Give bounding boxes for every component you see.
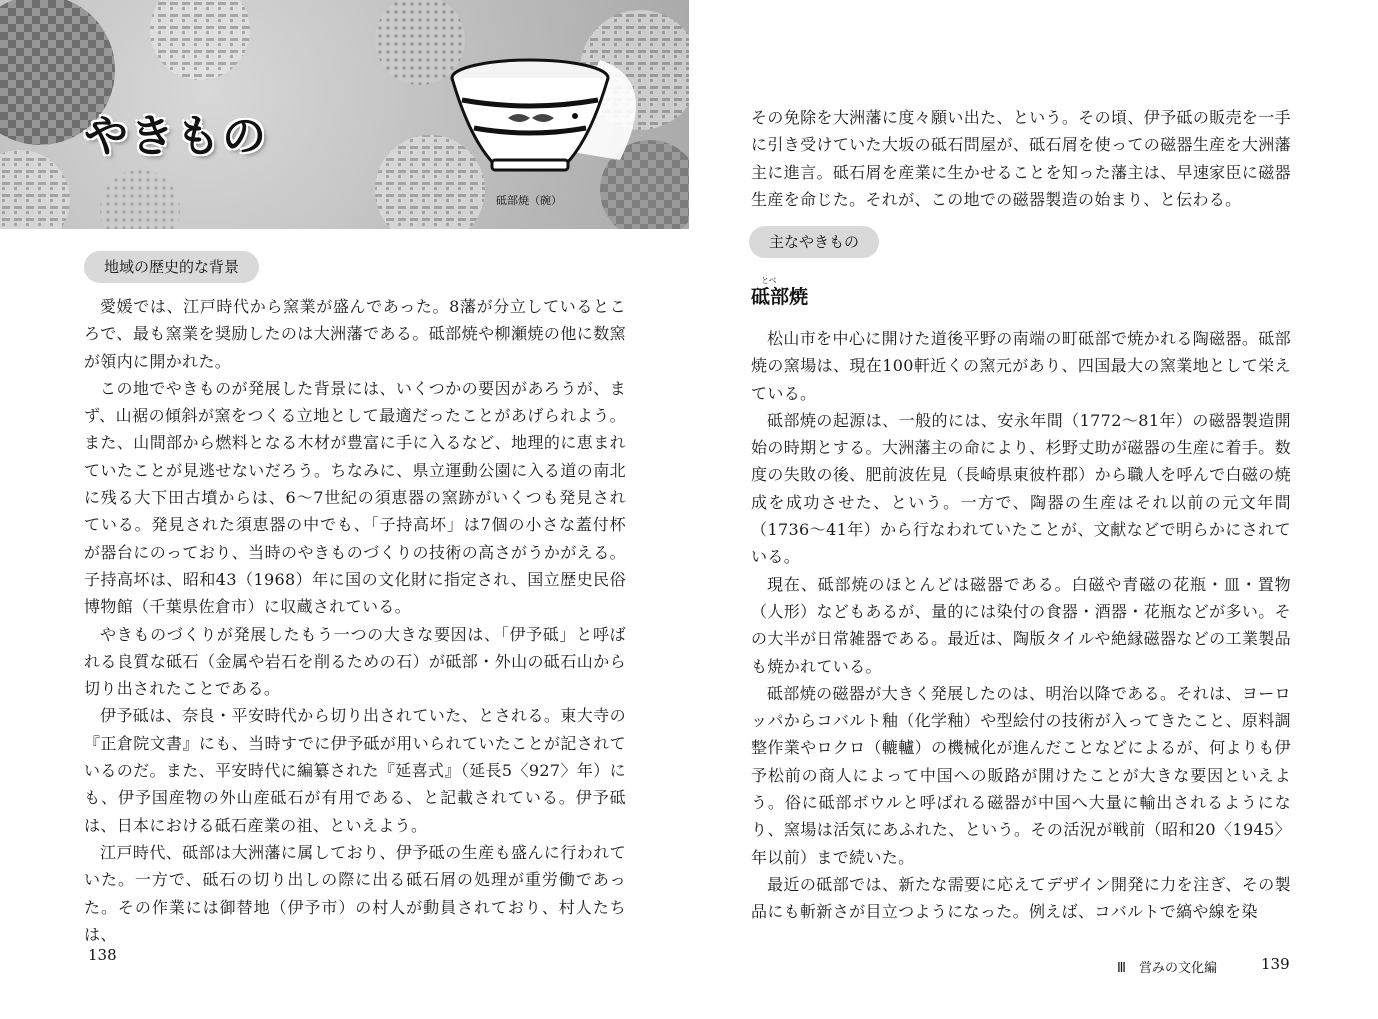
pottery-heading-ruby: とべ [761, 276, 777, 285]
pottery-heading: 砥部焼 [751, 286, 809, 308]
paragraph: 松山市を中心に開けた道後平野の南端の町砥部で焼かれる陶磁器。砥部焼の窯場は、現在100軒近くの窯元があり、四国最大の窯業地として栄えている。 [751, 329, 1291, 403]
left-body-text [84, 293, 626, 948]
chapter-banner [0, 0, 689, 229]
paragraph: 最近の砥部では、新たな需要に応えてデザイン開発に力を注ぎ、その製品にも斬新さが目立つようになった。例えば、コバルトで縞や線を染 [751, 874, 1291, 922]
running-footer: Ⅲ 営みの文化編 [1117, 961, 1217, 976]
image-caption: 砥部焼（碗） [496, 194, 562, 207]
chapter-title: やきもの [84, 111, 268, 162]
paragraph: 伊予砥は、奈良・平安時代から切り出されていた、とされる。東大寺の『正倉院文書』にも、当時すでに伊予砥が用いられていたことが記されているのだ。また、平安時代に編纂された『延喜式』（延長5〈927〉年）にも、伊予国産物の外山産砥石が有用である、と記載されている。伊予砥は、日本における砥石産業の祖、といえよう。 [84, 706, 626, 835]
paragraph: 砥部焼の起源は、一般的には、安永年間（1772～81年）の磁器製造開始の時期とする。大洲藩主の命により、杉野丈助が磁器の生産に着手。数度の失敗の後、肥前波佐見（長崎県東彼杵郡）から職人を呼んで白磁の焼成を成功させた、という。一方で、陶器の生産はそれ以前の元文年間（1736～41年）から行なわれていたことが、文献などで明らかにされている。 [751, 410, 1291, 567]
right-body-text [751, 325, 1291, 926]
paragraph: 砥部焼の磁器が大きく発展したのは、明治以降である。それは、ヨーロッパからコバルト釉（化学釉）や型絵付の技術が入ってきたこと、原料調整作業やロクロ（轆轤）の機械化が進んだことなどによるが、何よりも伊予松前の商人によって中国への販路が開けたことが大きな要因といえよう。俗に砥部ボウルと呼ばれる磁器が中国へ大量に輸出されるようになり、窯場は活気にあふれた、という。その活況が戦前（昭和20〈1945〉年以前）まで続いた。 [751, 683, 1291, 867]
paragraph: やきものづくりが発展したもう一つの大きな要因は、「伊予砥」と呼ばれる良質な砥石（金属や岩石を削るための石）が砥部・外山の砥石山から切り出されたことである。 [84, 624, 626, 699]
paragraph: 愛媛では、江戸時代から窯業が盛んであった。8藩が分立しているところで、最も窯業を奨励したのは大洲藩である。砥部焼や柳瀬焼の他に数窯が領内に開かれた。 [84, 297, 626, 371]
section-label-background: 地域の歴史的な背景 [84, 251, 259, 283]
paragraph: その免除を大洲藩に度々願い出た、という。その頃、伊予砥の販売を一手に引き受けていた大坂の砥石問屋が、砥石屑を使っての磁器生産を大洲藩主に進言。砥石屑を産業に生かせることを知った藩主は、早速家臣に磁器生産を命じた。それが、この地での磁器製造の始まり、と伝わる。 [751, 108, 1291, 209]
stripe-circle-pattern [150, 0, 250, 80]
dot-pattern [375, 0, 465, 85]
section-label-main-pottery: 主なやきもの [749, 226, 879, 258]
right-page [689, 0, 1378, 1019]
right-continuation-text [751, 104, 1291, 213]
paragraph: この地でやきものが発展した背景には、いくつかの要因があろうが、まず、山裾の傾斜が窯をつくる立地として最適だったことがあげられよう。また、山間部から燃料となる木材が豊富に手に入るなど、地理的に恵まれていたことが見逃せないだろう。ちなみに、県立運動公園に入る道の南北に残る大下田古墳からは、6～7世紀の須恵器の窯跡がいくつも発見されている。発見された須恵器の中でも、「子持高坏」は7個の小さな蓋付杯が器台にのっており、当時のやきものづくりの技術の高さがうかがえる。子持高坏は、昭和43（1968）年に国の文化財に指定され、国立歴史民俗博物館（千葉県佐倉市）に収蔵されている。 [84, 378, 626, 617]
paragraph: 現在、砥部焼のほとんどは磁器である。白磁や青磁の花瓶・皿・置物（人形）などもあるが、量的には染付の食器・酒器・花瓶などが多い。その大半が日常雑器である。最近は、陶版タイルや絶縁磁器などの工業製品も焼かれている。 [751, 574, 1291, 676]
paragraph: 江戸時代、砥部は大洲藩に属しており、伊予砥の生産も盛んに行われていた。一方で、砥石の切り出しの際に出る砥石屑の処理が重労働であった。その作業には御替地（伊予市）の村人が動員されており、村人たちは、 [84, 842, 626, 944]
page-number-right: 139 [1261, 955, 1290, 973]
page-number: 138 [88, 946, 117, 964]
